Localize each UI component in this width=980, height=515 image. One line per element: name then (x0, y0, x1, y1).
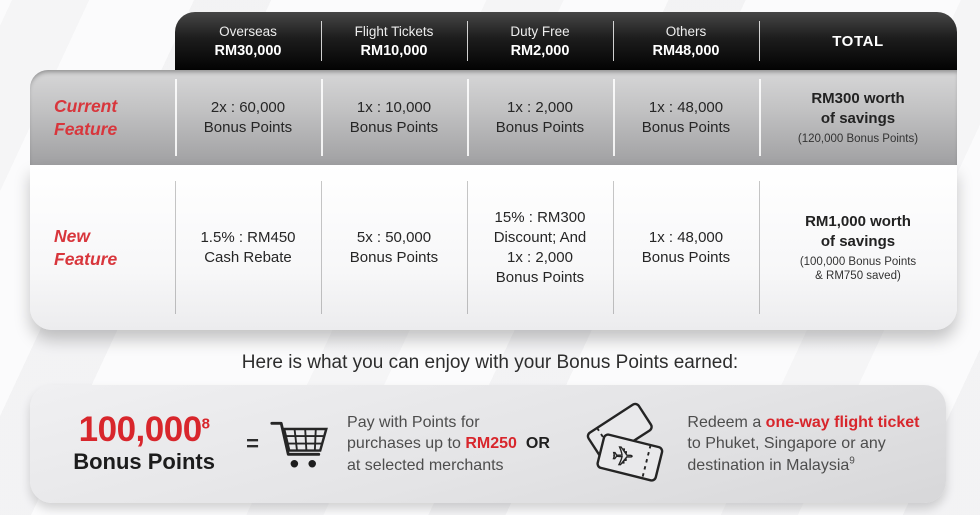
redeem-text: destination in Malaysia (687, 456, 850, 474)
bonus-points-number: 100,000 (78, 410, 202, 449)
rm250-highlight: RM250 (465, 435, 517, 453)
category-amount: RM48,000 (652, 42, 720, 59)
category-amount: RM2,000 (510, 42, 570, 59)
one-way-flight-highlight: one-way flight ticket (765, 413, 920, 431)
category-label: TOTAL (832, 32, 884, 50)
footnote-8-superscript: 8 (201, 415, 210, 433)
bonus-points-label: Bonus Points (73, 449, 215, 474)
redeem-text: to Phuket, Singapore or any (687, 435, 886, 453)
current-feature-row (30, 70, 957, 165)
new-total-note: (100,000 Bonus Points & RM750 saved) (799, 256, 917, 282)
new-feature-row (30, 165, 957, 330)
flight-tickets-icon (579, 398, 673, 490)
new-others-cell: 1x : 48,000 Bonus Points (613, 165, 759, 330)
pay-line-1 (347, 412, 555, 434)
category-header-total (759, 12, 957, 70)
svg-text:✈: ✈ (611, 441, 635, 473)
pay-text: Pay with Points for (347, 413, 480, 431)
category-header-row (175, 12, 957, 70)
current-others-cell: 1x : 48,000 Bonus Points (613, 70, 759, 165)
rewards-panel (30, 385, 946, 503)
category-label: Duty Free (510, 23, 570, 39)
bonus-points-subtitle: Here is what you can enjoy with your Bonus Points earned: (241, 352, 739, 373)
category-header-overseas (175, 12, 321, 70)
shopping-cart-icon (269, 415, 331, 473)
or-label: OR (525, 435, 550, 453)
current-duty-free-cell: 1x : 2,000 Bonus Points (467, 70, 613, 165)
redeem-line-3 (687, 455, 926, 477)
equals-sign: = (246, 431, 260, 456)
footnote-9-superscript: 9 (849, 455, 855, 467)
redeem-line-1 (687, 412, 926, 434)
new-total-cell (759, 165, 957, 330)
current-total-note: (120,000 Bonus Points) (797, 133, 919, 145)
category-header-flight-tickets (321, 12, 467, 70)
redeem-flight-text (687, 412, 926, 477)
bonus-points-value (54, 410, 234, 449)
category-amount: RM10,000 (360, 42, 428, 59)
new-total-savings: RM1,000 worth of savings (805, 213, 911, 250)
current-flight-tickets-cell: 1x : 10,000 Bonus Points (321, 70, 467, 165)
pay-line-2 (347, 433, 555, 455)
current-feature-label: Current Feature (54, 95, 118, 139)
new-flight-tickets-cell: 5x : 50,000 Bonus Points (321, 165, 467, 330)
pay-text: purchases up to (347, 435, 466, 453)
category-label: Others (665, 23, 707, 39)
category-label: Overseas (219, 23, 277, 39)
pay-with-points-text (347, 412, 555, 477)
new-overseas-cell: 1.5% : RM450 Cash Rebate (175, 165, 321, 330)
pay-line-3 (347, 455, 555, 477)
redeem-line-2 (687, 433, 926, 455)
feature-comparison-table (30, 12, 957, 330)
new-feature-label: New Feature (54, 225, 118, 269)
bonus-points-block (54, 410, 234, 475)
new-duty-free-cell: 15% : RM300 Discount; And 1x : 2,000 Bonus Points (467, 165, 613, 330)
current-overseas-cell: 2x : 60,000 Bonus Points (175, 70, 321, 165)
category-header-others (613, 12, 759, 70)
category-header-duty-free (467, 12, 613, 70)
pay-text: at selected merchants (347, 456, 504, 474)
category-amount: RM30,000 (214, 42, 282, 59)
category-label: Flight Tickets (354, 23, 434, 39)
redeem-text: Redeem a (687, 413, 766, 431)
current-total-savings: RM300 worth of savings (811, 90, 905, 127)
current-total-cell (759, 70, 957, 165)
